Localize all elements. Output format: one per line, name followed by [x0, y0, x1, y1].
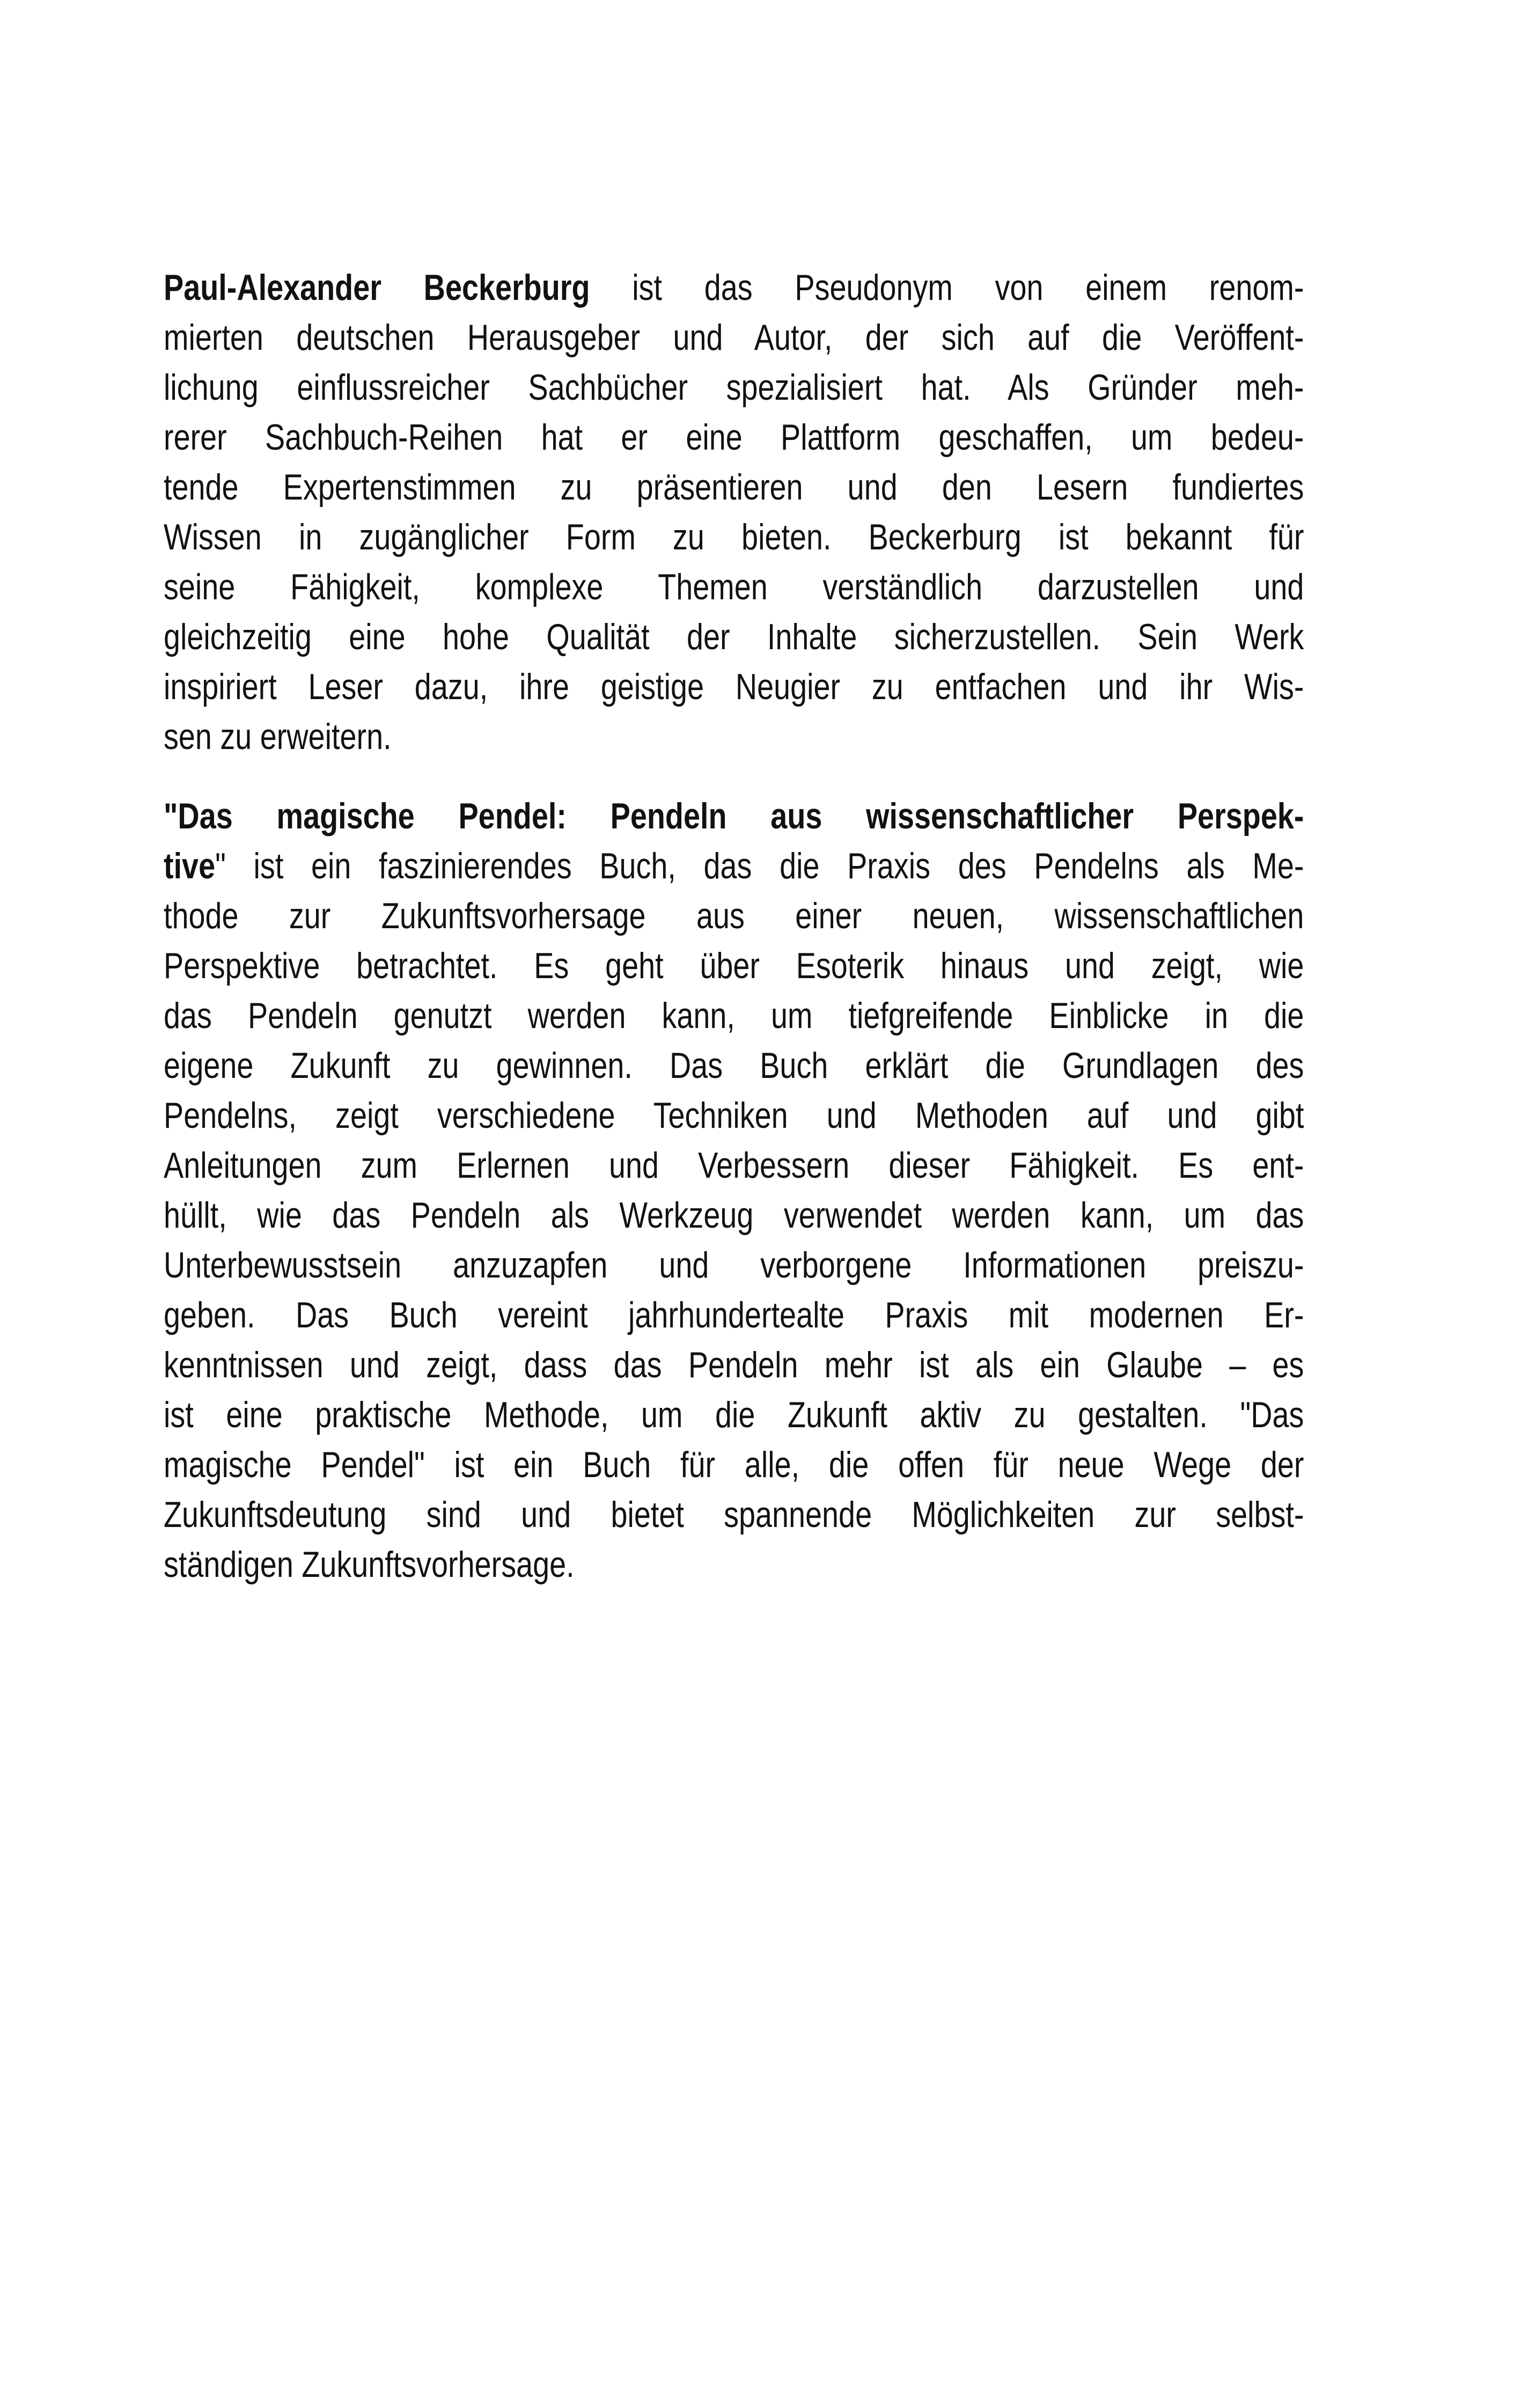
book-description-line: hüllt, wie das Pendeln als Werkzeug verwendet werden kann, um das [164, 1195, 1304, 1236]
author-bio-line: mierten deutschen Herausgeber und Autor, der sich auf die Veröffent- [164, 317, 1304, 358]
book-description-line: das Pendeln genutzt werden kann, um tiefgreifende Einblicke in die [164, 995, 1304, 1036]
book-description-line: Pendelns, zeigt verschiedene Techniken und Methoden auf und gibt [164, 1095, 1304, 1136]
text-block [164, 263, 1304, 1590]
book-description-line: Zukunftsdeutung sind und bietet spannende Möglichkeiten zur selbst- [164, 1494, 1304, 1535]
author-bio-line: tende Expertenstimmen zu präsentieren und den Lesern fundiertes [164, 467, 1304, 508]
paragraph-spacer [164, 762, 1304, 791]
page-content [164, 263, 1304, 1590]
book-description-line: magische Pendel" ist ein Buch für alle, die offen für neue Wege der [164, 1444, 1304, 1485]
book-description-line [164, 841, 1304, 891]
book-description-line: kenntnissen und zeigt, dass das Pendeln mehr ist als ein Glaube – es [164, 1345, 1304, 1385]
author-bio-line: inspiriert Leser dazu, ihre geistige Neugier zu entfachen und ihr Wis- [164, 666, 1304, 707]
book-description-line: Anleitungen zum Erlernen und Verbessern dieser Fähigkeit. Es ent- [164, 1145, 1304, 1186]
book-title-end: tive [164, 846, 216, 886]
author-bio-line: lichung einflussreicher Sachbücher spezialisiert hat. Als Gründer meh- [164, 367, 1304, 408]
book-description-line: eigene Zukunft zu gewinnen. Das Buch erklärt die Grundlagen des [164, 1045, 1304, 1086]
author-bio-line: seine Fähigkeit, komplexe Themen verständlich darzustellen und [164, 567, 1304, 607]
book-description-line: Perspektive betrachtet. Es geht über Esoterik hinaus und zeigt, wie [164, 945, 1304, 986]
author-name: Paul-Alexander Beckerburg [164, 267, 590, 308]
book-description-line: Unterbewusstsein anzuzapfen und verborgene Informationen preiszu- [164, 1245, 1304, 1286]
book-description-line: geben. Das Buch vereint jahrhundertealte Praxis mit modernen Er- [164, 1295, 1304, 1335]
author-bio-text: ist das Pseudonym von einem renom- [590, 267, 1304, 308]
author-bio-line: rerer Sachbuch-Reihen hat er eine Plattform geschaffen, um bedeu- [164, 417, 1304, 458]
book-description-line: ist eine praktische Methode, um die Zukunft aktiv zu gestalten. "Das [164, 1394, 1304, 1435]
book-description-line: ständigen Zukunftsvorhersage. [164, 1544, 575, 1585]
book-description-text: " ist ein faszinierendes Buch, das die Praxis des Pendelns als Me- [215, 846, 1304, 886]
author-bio-line: Wissen in zugänglicher Form zu bieten. Beckerburg ist bekannt für [164, 517, 1304, 557]
author-bio-line: sen zu erweitern. [164, 716, 392, 757]
book-description-line: thode zur Zukunftsvorhersage aus einer neuen, wissenschaftlichen [164, 895, 1304, 936]
author-bio-line [164, 263, 1304, 313]
author-bio-line: gleichzeitig eine hohe Qualität der Inhalte sicherzustellen. Sein Werk [164, 616, 1304, 657]
book-title-line: "Das magische Pendel: Pendeln aus wissenschaftlicher Perspek- [164, 796, 1304, 836]
